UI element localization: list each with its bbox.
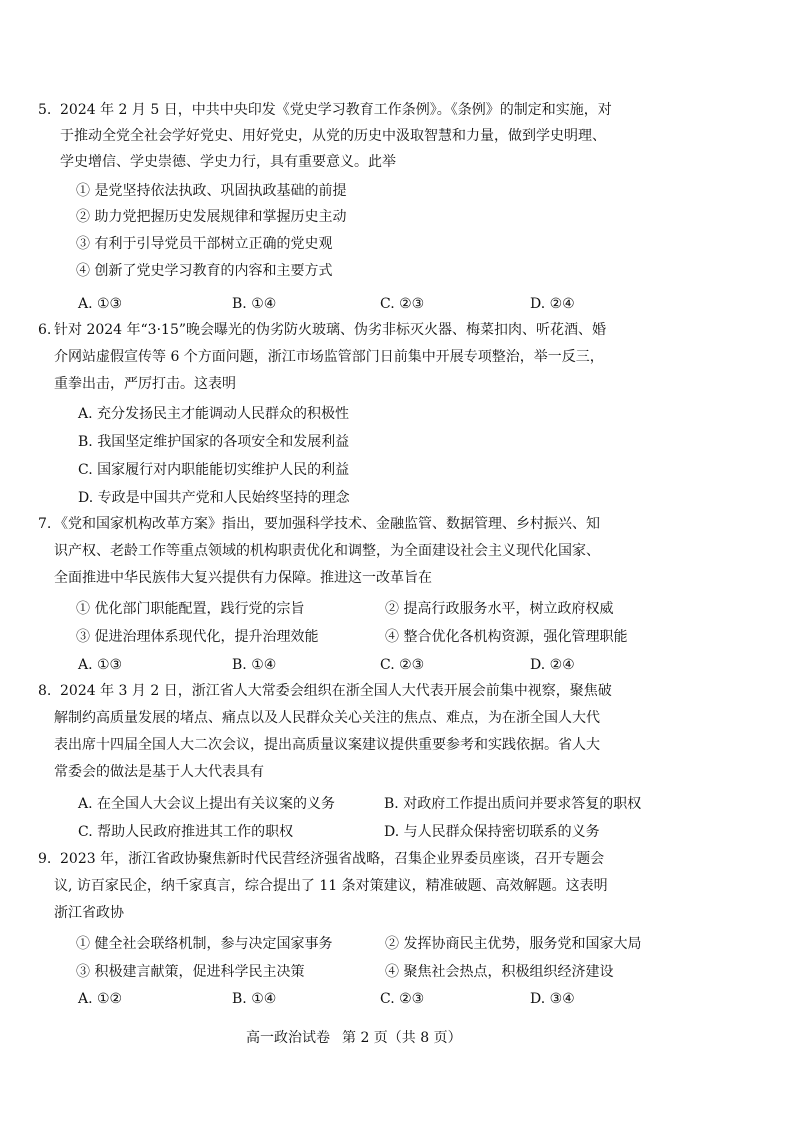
question-stem-line: 重拳出击，严厉打击。这表明 [54, 376, 236, 392]
statement-1: ① 健全社会联络机制，参与决定国家事务 [76, 936, 333, 952]
question-stem-line: 浙江省政协 [54, 905, 124, 921]
question-stem-line: 2023 年，浙江省政协聚焦新时代民营经济强省战略，召集企业界委员座谈，召开专题会 [60, 851, 605, 867]
option-c: C. ②③ [380, 296, 425, 312]
option-c: C. ②③ [380, 657, 425, 673]
option-b: B. 对政府工作提出质问并要求答复的职权 [384, 796, 642, 812]
question-number: 9. [38, 851, 52, 867]
option-a: A. ①③ [78, 657, 123, 673]
option-c: C. ②③ [380, 991, 425, 1007]
statement-4: ④ 创新了党史学习教育的内容和主要方式 [76, 263, 333, 279]
question-stem-line: 于推动全党全社会学好党史、用好党史，从党的历史中汲取智慧和力量，做到学史明理、 [60, 128, 606, 144]
footer-subject: 高一政治试卷 [246, 1030, 330, 1046]
statement-3: ③ 促进治理体系现代化，提升治理效能 [76, 629, 319, 645]
statement-1: ① 优化部门职能配置，践行党的宗旨 [76, 601, 305, 617]
question-number: 8. [38, 683, 52, 699]
option-d: D. 专政是中国共产党和人民始终坚持的理念 [78, 490, 350, 506]
statement-3: ③ 有利于引导党员干部树立正确的党史观 [76, 236, 333, 252]
question-number: 6. [38, 322, 52, 338]
question-stem-line: 表出席十四届全国人大二次会议，提出高质量议案建议提供重要参考和实践依据。省人大 [54, 737, 600, 753]
statement-2: ② 提高行政服务水平，树立政府权威 [385, 601, 614, 617]
option-b: B. 我国坚定维护国家的各项安全和发展利益 [78, 434, 350, 450]
statement-2: ② 发挥协商民主优势，服务党和国家大局 [385, 936, 642, 952]
option-b: B. ①④ [232, 657, 277, 673]
footer-page-number: 第 2 页（共 8 页） [342, 1030, 462, 1046]
question-stem-line: 介网站虚假宣传等 6 个方面问题，浙江市场监管部门日前集中开展专项整治，举一反三， [54, 349, 604, 365]
question-stem-line: 针对 2024 年“3·15”晚会曝光的伪劣防火玻璃、伪劣非标灭火器、梅菜扣肉、听花酒、婚 [54, 322, 607, 338]
question-stem-line: 常委会的做法是基于人大代表具有 [54, 764, 264, 780]
statement-4: ④ 聚焦社会热点，积极组织经济建设 [385, 964, 614, 980]
question-number: 5. [38, 102, 52, 118]
question-number: 7. [38, 516, 52, 532]
question-stem-line: 议, 访百家民企，纳千家真言，综合提出了 11 条对策建议，精准破题、高效解题。这表明 [54, 878, 608, 894]
question-stem-line: 《党和国家机构改革方案》指出，要加强科学技术、金融监管、数据管理、乡村振兴、知 [54, 516, 600, 532]
option-a: A. ①③ [78, 296, 123, 312]
option-d: D. ③④ [530, 991, 575, 1007]
statement-1: ① 是党坚持依法执政、巩固执政基础的前提 [76, 183, 347, 199]
option-a: A. ①② [78, 991, 123, 1007]
option-a: A. 在全国人大会议上提出有关议案的义务 [78, 796, 336, 812]
question-stem-line: 全面推进中华民族伟大复兴提供有力保障。推进这一改革旨在 [54, 570, 432, 586]
question-stem-line: 识产权、老龄工作等重点领域的机构职责优化和调整，为全面建设社会主义现代化国家、 [54, 543, 600, 559]
option-b: B. ①④ [232, 991, 277, 1007]
option-b: B. ①④ [232, 296, 277, 312]
option-d: D. ②④ [530, 657, 575, 673]
statement-4: ④ 整合优化各机构资源，强化管理职能 [385, 629, 628, 645]
statement-3: ③ 积极建言献策，促进科学民主决策 [76, 964, 305, 980]
option-d: D. ②④ [530, 296, 575, 312]
question-stem-line: 2024 年 2 月 5 日，中共中央印发《党史学习教育工作条例》。《条例》的制定和实施，对 [60, 102, 612, 118]
option-c: C. 帮助人民政府推进其工作的职权 [78, 824, 294, 840]
option-a: A. 充分发扬民主才能调动人民群众的积极性 [78, 406, 350, 422]
option-c: C. 国家履行对内职能能切实维护人民的利益 [78, 462, 350, 478]
option-d: D. 与人民群众保持密切联系的义务 [384, 824, 600, 840]
statement-2: ② 助力党把握历史发展规律和掌握历史主动 [76, 209, 347, 225]
question-stem-line: 2024 年 3 月 2 日，浙江省人大常委会组织在浙全国人大代表开展会前集中视察，聚焦破 [60, 683, 612, 699]
question-stem-line: 解制约高质量发展的堵点、痛点以及人民群众关心关注的焦点、难点，为在浙全国人大代 [54, 710, 600, 726]
question-stem-line: 学史增信、学史崇德、学史力行，具有重要意义。此举 [60, 154, 396, 170]
